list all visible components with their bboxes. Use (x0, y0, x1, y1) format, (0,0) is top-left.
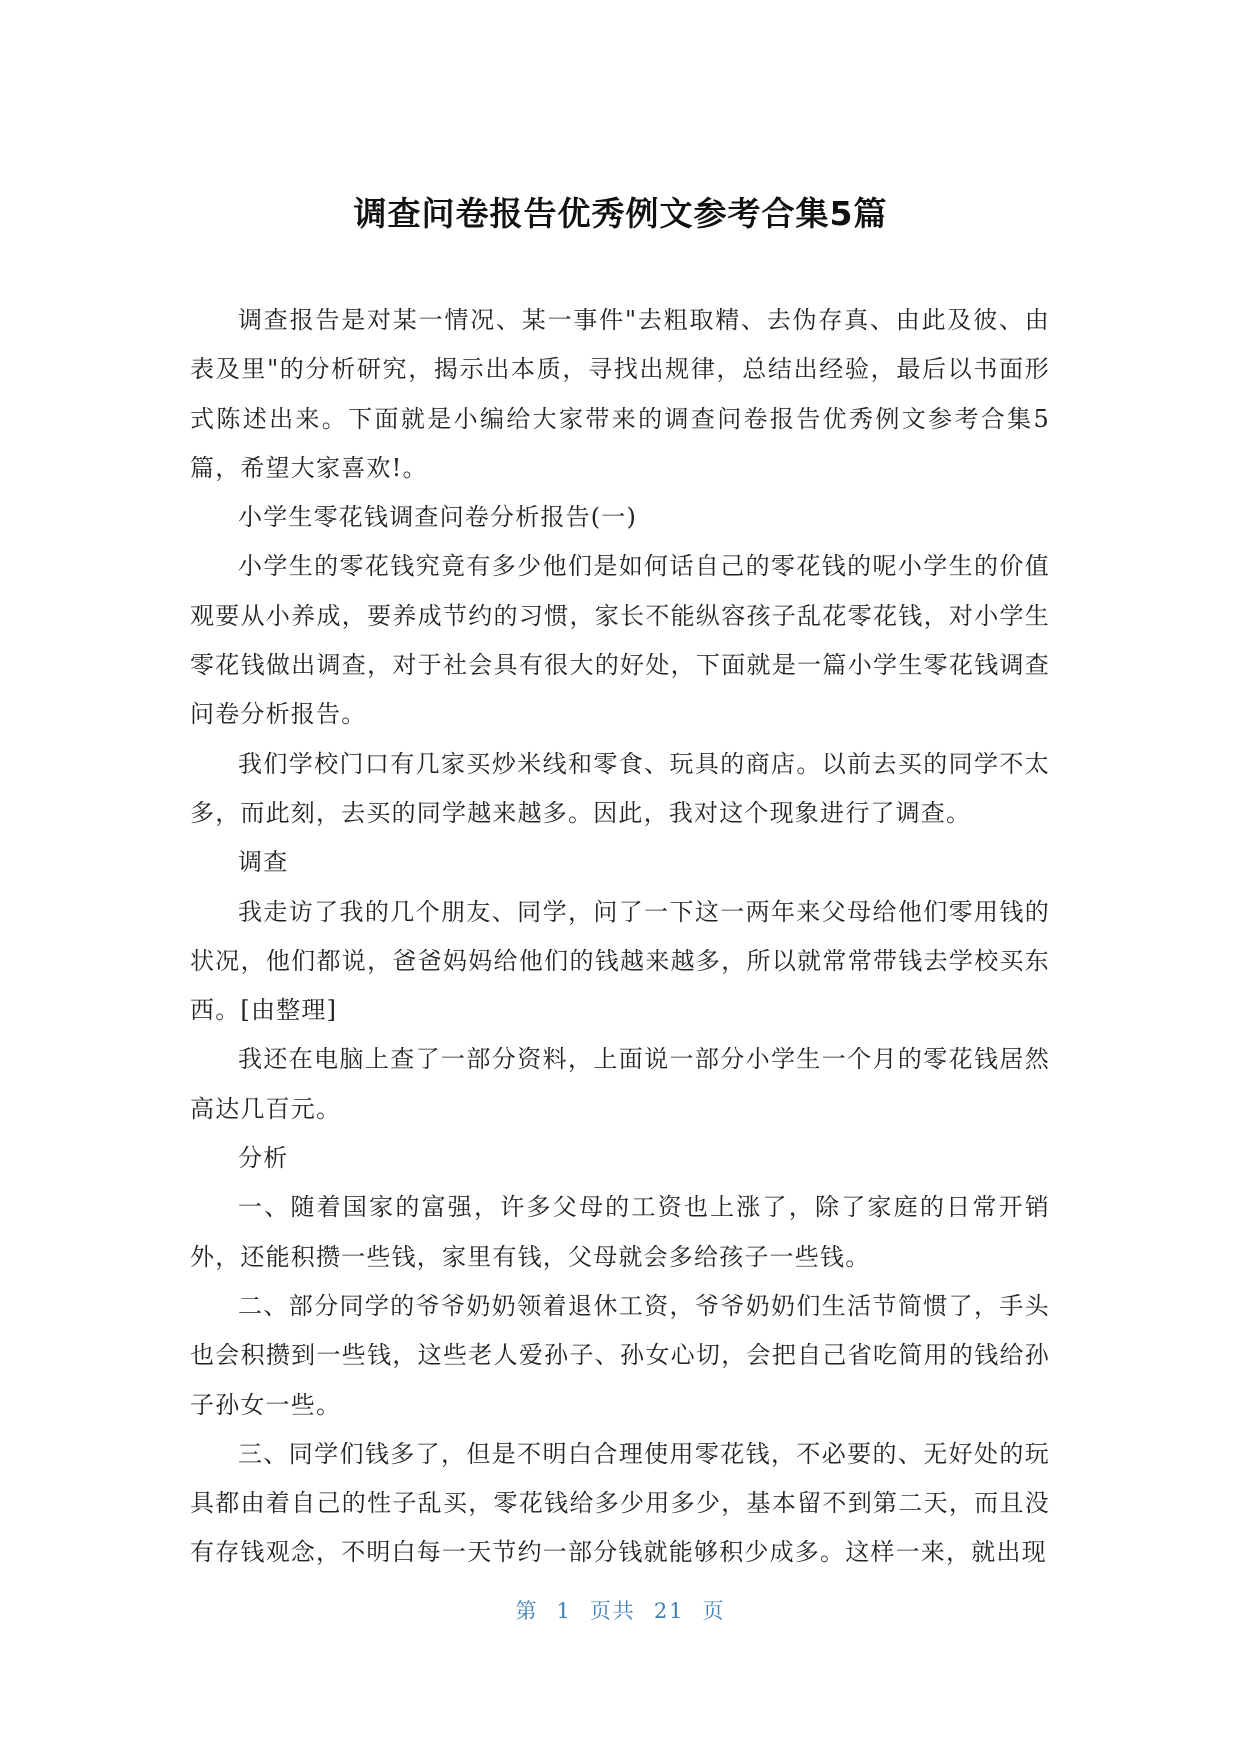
subheading-analysis: 分析 (238, 1144, 289, 1173)
document-body (190, 296, 1050, 1578)
page-footer (0, 1595, 1241, 1625)
subheading-survey: 调查 (238, 848, 289, 877)
footer-suffix: 页 (702, 1599, 726, 1623)
paragraph: 我走访了我的几个朋友、同学，问了一下这一两年来父母给他们零用钱的状况，他们都说，爸爸妈妈给他们的钱越来越多，所以就常常带钱去学校买东西。[由整理] (190, 897, 1050, 1025)
paragraph: 一、随着国家的富强，许多父母的工资也上涨了，除了家庭的日常开销外，还能积攒一些钱，家里有钱，父母就会多给孩子一些钱。 (190, 1193, 1050, 1271)
paragraph: 二、部分同学的爷爷奶奶领着退休工资，爷爷奶奶们生活节简惯了，手头也会积攒到一些钱，这些老人爱孙子、孙女心切，会把自己省吃简用的钱给孙子孙女一些。 (190, 1291, 1050, 1419)
paragraph: 小学生的零花钱究竟有多少他们是如何话自己的零花钱的呢小学生的价值观要从小养成，要养成节约的习惯，家长不能纵容孩子乱花零花钱，对小学生零花钱做出调查，对于社会具有很大的好处，下面就是一篇小学生零花钱调查问卷分析报告。 (190, 552, 1050, 729)
footer-current-page: 1 (556, 1599, 572, 1623)
document-title: 调查问卷报告优秀例文参考合集5篇 (353, 194, 888, 233)
section-heading: 小学生零花钱调查问卷分析报告(一) (238, 503, 638, 532)
paragraph: 三、同学们钱多了，但是不明白合理使用零花钱，不必要的、无好处的玩具都由着自己的性子乱买，零花钱给多少用多少，基本留不到第二天，而且没有存钱观念，不明白每一天节约一部分钱就能够积少成多。这样一来，就出现 (190, 1439, 1050, 1567)
paragraph-intro: 调查报告是对某一情况、某一事件"去粗取精、去伪存真、由此及彼、由表及里"的分析研究，揭示出本质，寻找出规律，总结出经验，最后以书面形式陈述出来。下面就是小编给大家带来的调查问卷报告优秀例文参考合集5篇，希望大家喜欢!。 (190, 306, 1050, 482)
footer-middle: 页共 (589, 1599, 636, 1623)
footer-prefix: 第 (515, 1599, 539, 1623)
footer-total-pages: 21 (653, 1599, 685, 1623)
paragraph: 我们学校门口有几家买炒米线和零食、玩具的商店。以前去买的同学不太多，而此刻，去买的同学越来越多。因此，我对这个现象进行了调查。 (190, 749, 1050, 827)
paragraph: 我还在电脑上查了一部分资料，上面说一部分小学生一个月的零花钱居然高达几百元。 (190, 1045, 1050, 1123)
